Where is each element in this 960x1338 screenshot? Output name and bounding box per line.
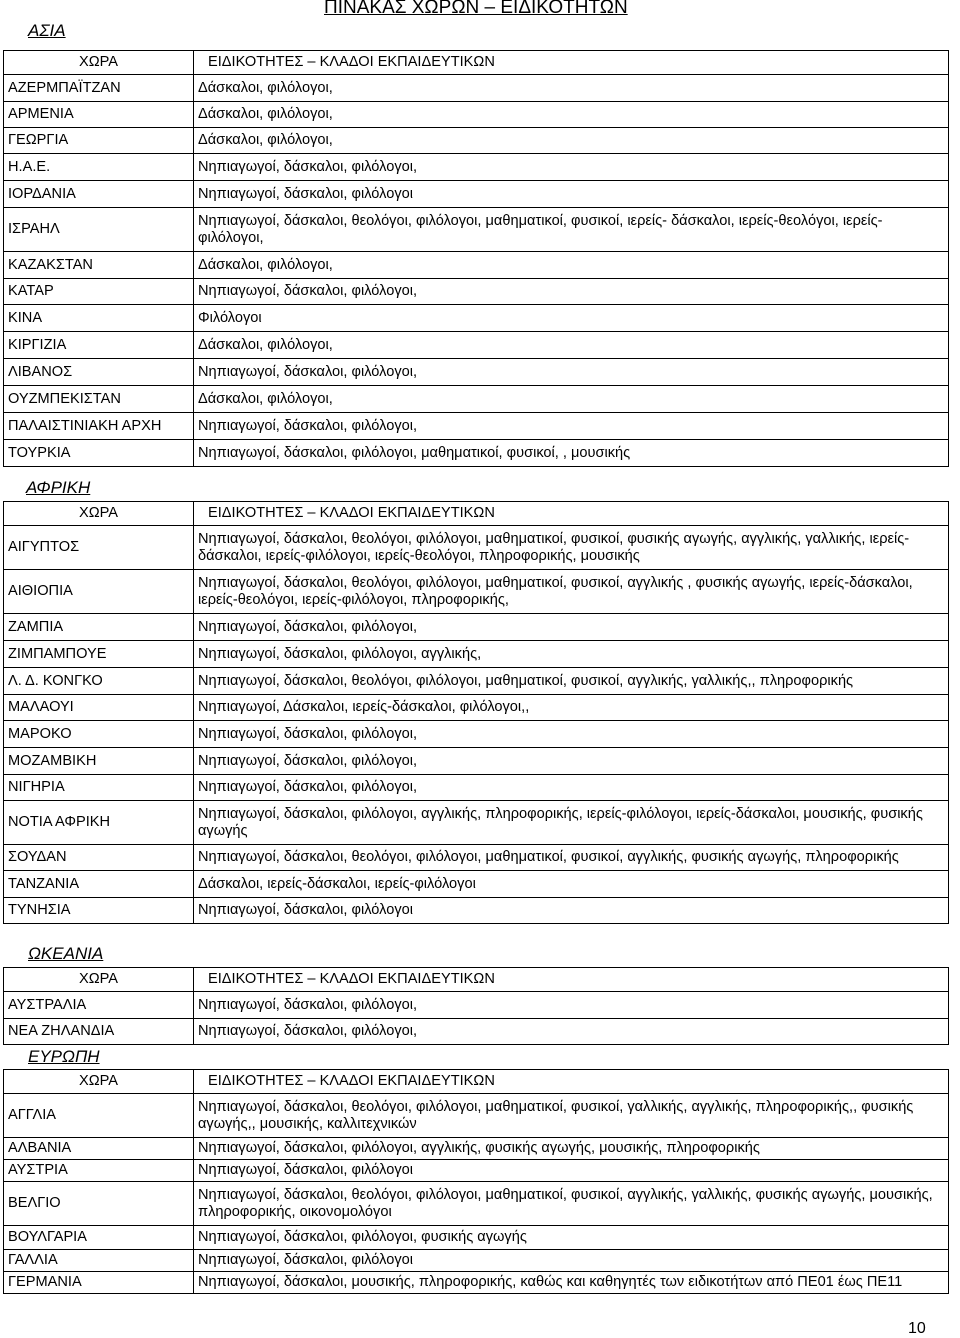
table-row [4,570,949,614]
table-row [4,332,949,359]
country-cell: ΚΙΡΓΙΖΙΑ [4,332,194,359]
country-cell: ΠΑΛΑΙΣΤΙΝΙΑΚΗ ΑΡΧΗ [4,413,194,440]
specialties-column-header: ΕΙΔΙΚΟΤΗΤΕΣ – ΚΛΑΔΟΙ ΕΚΠΑΙΔΕΥΤΙΚΩΝ [194,1070,949,1094]
specialties-cell: Νηπιαγωγοί, δάσκαλοι, φιλόλογοι, [194,154,949,181]
table-row [4,1226,949,1250]
table-header-row [4,1070,949,1094]
specialties-cell: Νηπιαγωγοί, δάσκαλοι, φιλόλογοι, [194,614,949,641]
country-cell: ΜΑΛΑΟΥΙ [4,695,194,721]
table-row [4,1138,949,1160]
specialties-cell: Νηπιαγωγοί, δάσκαλοι, θεολόγοι, φιλόλογοι, μαθηματικοί, φυσικοί, ιερείς- δάσκαλοι, ιερείς-θεολόγοι, ιερείς-φιλόλογοι, [194,208,949,252]
table-row [4,440,949,467]
region-heading-africa: ΑΦΡΙΚΗ [26,478,91,497]
table-row [4,154,949,181]
specialties-cell: Νηπιαγωγοί, δάσκαλοι, φιλόλογοι [194,1160,949,1182]
table-row [4,721,949,748]
country-column-header: ΧΩΡΑ [4,968,194,992]
specialties-cell: Νηπιαγωγοί, δάσκαλοι, φιλόλογοι, [194,279,949,305]
country-cell: ΑΙΓΥΠΤΟΣ [4,526,194,570]
country-cell: ΤΟΥΡΚΙΑ [4,440,194,467]
region-heading-oceania: ΩΚΕΑΝΙΑ [28,944,104,963]
country-cell: ΚΑΖΑΚΣΤΑΝ [4,252,194,279]
specialties-cell: Δάσκαλοι, φιλόλογοι, [194,386,949,413]
table-row [4,526,949,570]
table-row [4,898,949,924]
country-cell: Λ. Δ. ΚΟΝΓΚΟ [4,668,194,695]
table-row [4,75,949,102]
specialties-cell: Δάσκαλοι, φιλόλογοι, [194,102,949,128]
specialties-cell: Νηπιαγωγοί, δάσκαλοι, φιλόλογοι [194,1250,949,1272]
specialties-cell: Νηπιαγωγοί, δάσκαλοι, θεολόγοι, φιλόλογοι, μαθηματικοί, φυσικοί, αγγλικής, φυσικής αγωγής, πληροφορικής [194,845,949,871]
table-row [4,386,949,413]
table-row [4,1182,949,1226]
table-row [4,208,949,252]
country-cell: ΙΟΡΔΑΝΙΑ [4,181,194,208]
country-cell: ΖΑΜΠΙΑ [4,614,194,641]
table-row [4,614,949,641]
country-cell: ΑΙΘΙΟΠΙΑ [4,570,194,614]
table-row [4,181,949,208]
specialties-cell: Νηπιαγωγοί, δάσκαλοι, φιλόλογοι [194,898,949,924]
country-cell: ΓΕΡΜΑΝΙΑ [4,1272,194,1294]
table-row [4,279,949,305]
specialties-column-header: ΕΙΔΙΚΟΤΗΤΕΣ – ΚΛΑΔΟΙ ΕΚΠΑΙΔΕΥΤΙΚΩΝ [194,968,949,992]
table-row [4,252,949,279]
country-cell: ΚΙΝΑ [4,305,194,332]
table-row [4,1272,949,1294]
table-header-row [4,51,949,75]
specialties-cell: Νηπιαγωγοί, δάσκαλοι, φιλόλογοι, αγγλικής, φυσικής αγωγής, μουσικής, πληροφορικής [194,1138,949,1160]
country-column-header: ΧΩΡΑ [4,51,194,75]
country-cell: ΒΟΥΛΓΑΡΙΑ [4,1226,194,1250]
country-column-header: ΧΩΡΑ [4,1070,194,1094]
table-row [4,413,949,440]
table-row [4,775,949,801]
country-cell: ΜΟΖΑΜΒΙΚΗ [4,748,194,775]
country-cell: ΚΑΤΑΡ [4,279,194,305]
specialties-cell: Νηπιαγωγοί, δάσκαλοι, μουσικής, πληροφορικής, καθώς και καθηγητές των ειδικοτήτων από ΠΕ01 έως ΠΕ11 [194,1272,949,1294]
specialties-cell: Νηπιαγωγοί, δάσκαλοι, φιλόλογοι, [194,359,949,386]
country-cell: ΟΥΖΜΠΕΚΙΣΤΑΝ [4,386,194,413]
table-row [4,1250,949,1272]
specialties-cell: Νηπιαγωγοί, δάσκαλοι, φιλόλογοι [194,181,949,208]
countries-table-europe [3,1069,949,1294]
specialties-cell: Νηπιαγωγοί, δάσκαλοι, φιλόλογοι, φυσικής αγωγής [194,1226,949,1250]
specialties-cell: Νηπιαγωγοί, δάσκαλοι, θεολόγοι, φιλόλογοι, μαθηματικοί, φυσικοί, φυσικής αγωγής, αγγλικής, γαλλικής, ιερείς-δάσκαλοι, ιερείς-φιλόλογοι, ιερείς-θεολόγοι, πληροφορικής, μουσικής [194,526,949,570]
specialties-cell: Δάσκαλοι, φιλόλογοι, [194,252,949,279]
country-cell: ΑΥΣΤΡΑΛΙΑ [4,992,194,1019]
specialties-cell: Νηπιαγωγοί, δάσκαλοι, φιλόλογοι, αγγλικής, [194,641,949,668]
table-row [4,128,949,154]
country-cell: ΓΕΩΡΓΙΑ [4,128,194,154]
country-cell: ΒΕΛΓΙΟ [4,1182,194,1226]
countries-table-africa [3,501,949,924]
country-cell: ΣΟΥΔΑΝ [4,845,194,871]
country-cell: ΖΙΜΠΑΜΠΟΥΕ [4,641,194,668]
table-row [4,748,949,775]
specialties-cell: Φιλόλογοι [194,305,949,332]
country-cell: ΑΥΣΤΡΙΑ [4,1160,194,1182]
table-row [4,871,949,898]
country-cell: ΝΟΤΙΑ ΑΦΡΙΚΗ [4,801,194,845]
country-cell: ΝΙΓΗΡΙΑ [4,775,194,801]
country-cell: ΑΓΓΛΙΑ [4,1094,194,1138]
document-title: ΠΙΝΑΚΑΣ ΧΩΡΩΝ – ΕΙΔΙΚΟΤΗΤΩΝ [324,0,628,18]
table-header-row [4,502,949,526]
specialties-cell: Νηπιαγωγοί, δάσκαλοι, φιλόλογοι, [194,775,949,801]
specialties-cell: Νηπιαγωγοί, δάσκαλοι, θεολόγοι, φιλόλογοι, μαθηματικοί, φυσικοί, αγγλικής , φυσικής αγωγής, ιερείς-δάσκαλοι, ιερείς-θεολόγοι, ιερείς-φιλόλογοι, πληροφορικής, [194,570,949,614]
specialties-cell: Δάσκαλοι, φιλόλογοι, [194,332,949,359]
page-number: 10 [908,1320,926,1337]
specialties-cell: Νηπιαγωγοί, δάσκαλοι, θεολόγοι, φιλόλογοι, μαθηματικοί, φυσικοί, γαλλικής, αγγλικής, πληροφορικής,, φυσικής αγωγής,, μουσικής, καλλιτεχνικών [194,1094,949,1138]
table-header-row [4,968,949,992]
specialties-cell: Νηπιαγωγοί, δάσκαλοι, φιλόλογοι, [194,413,949,440]
table-row [4,992,949,1019]
specialties-cell: Νηπιαγωγοί, Δάσκαλοι, ιερείς-δάσκαλοι, φιλόλογοι,, [194,695,949,721]
country-cell: ΜΑΡΟΚΟ [4,721,194,748]
region-heading-asia: ΑΣΙΑ [28,21,66,40]
specialties-cell: Νηπιαγωγοί, δάσκαλοι, φιλόλογοι, [194,992,949,1019]
table-row [4,1019,949,1045]
table-row [4,668,949,695]
table-row [4,695,949,721]
specialties-cell: Νηπιαγωγοί, δάσκαλοι, φιλόλογοι, αγγλικής, πληροφορικής, ιερείς-φιλόλογοι, ιερείς-δάσκαλοι, μουσικής, φυσικής αγωγής [194,801,949,845]
country-cell: ΙΣΡΑΗΛ [4,208,194,252]
table-row [4,102,949,128]
country-cell: ΑΛΒΑΝΙΑ [4,1138,194,1160]
table-row [4,641,949,668]
country-cell: ΑΖΕΡΜΠΑΪΤΖΑΝ [4,75,194,102]
table-row [4,305,949,332]
specialties-cell: Δάσκαλοι, φιλόλογοι, [194,75,949,102]
specialties-cell: Νηπιαγωγοί, δάσκαλοι, φιλόλογοι, [194,1019,949,1045]
country-cell: ΤΥΝΗΣΙΑ [4,898,194,924]
region-heading-europe: ΕΥΡΩΠΗ [28,1047,100,1066]
country-cell: ΑΡΜΕΝΙΑ [4,102,194,128]
specialties-cell: Νηπιαγωγοί, δάσκαλοι, φιλόλογοι, [194,721,949,748]
country-cell: ΝΕΑ ΖΗΛΑΝΔΙΑ [4,1019,194,1045]
table-row [4,1160,949,1182]
table-row [4,359,949,386]
country-cell: ΓΑΛΛΙΑ [4,1250,194,1272]
specialties-cell: Νηπιαγωγοί, δάσκαλοι, φιλόλογοι, [194,748,949,775]
countries-table-asia [3,50,949,467]
table-row [4,845,949,871]
table-row [4,1094,949,1138]
country-column-header: ΧΩΡΑ [4,502,194,526]
specialties-cell: Νηπιαγωγοί, δάσκαλοι, θεολόγοι, φιλόλογοι, μαθηματικοί, φυσικοί, αγγλικής, γαλλικής,, πληροφορικής [194,668,949,695]
specialties-cell: Δάσκαλοι, ιερείς-δάσκαλοι, ιερείς-φιλόλογοι [194,871,949,898]
specialties-cell: Δάσκαλοι, φιλόλογοι, [194,128,949,154]
specialties-cell: Νηπιαγωγοί, δάσκαλοι, φιλόλογοι, μαθηματικοί, φυσικοί, , μουσικής [194,440,949,467]
specialties-column-header: ΕΙΔΙΚΟΤΗΤΕΣ – ΚΛΑΔΟΙ ΕΚΠΑΙΔΕΥΤΙΚΩΝ [194,51,949,75]
table-row [4,801,949,845]
specialties-cell: Νηπιαγωγοί, δάσκαλοι, θεολόγοι, φιλόλογοι, μαθηματικοί, φυσικοί, αγγλικής, γαλλικής, φυσικής αγωγής, μουσικής, πληροφορικής, οικονομολόγοι [194,1182,949,1226]
country-cell: ΛΙΒΑΝΟΣ [4,359,194,386]
country-cell: Η.Α.Ε. [4,154,194,181]
specialties-column-header: ΕΙΔΙΚΟΤΗΤΕΣ – ΚΛΑΔΟΙ ΕΚΠΑΙΔΕΥΤΙΚΩΝ [194,502,949,526]
country-cell: ΤΑΝΖΑΝΙΑ [4,871,194,898]
countries-table-oceania [3,967,949,1045]
